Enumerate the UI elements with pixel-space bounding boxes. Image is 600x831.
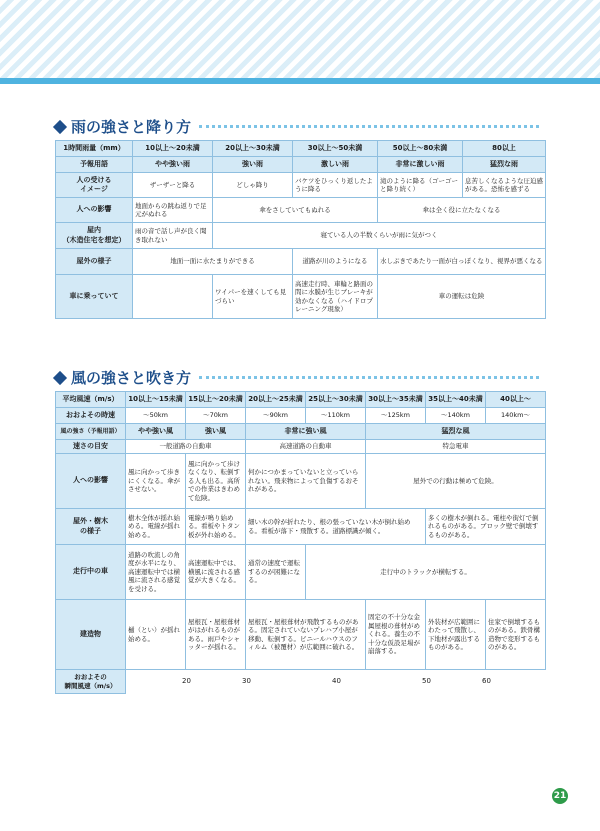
table-row (56, 223, 546, 249)
wind-people-label: 人への影響 (56, 454, 126, 509)
wind-header-cell: 15以上～20未満 (186, 392, 246, 408)
table-row (56, 600, 546, 670)
wind-term-cell: 猛烈な風 (366, 424, 546, 440)
table-cell: 水しぶきであたり一面が白っぽくなり、視界が悪くなる (378, 249, 546, 275)
table-cell: 一般道路の自動車 (126, 440, 246, 454)
table-cell: 傘は全く役に立たなくなる (378, 198, 546, 223)
table-cell: 樋（とい）が揺れ始める。 (126, 600, 186, 670)
rain-header-cell: 30以上～50未満 (293, 141, 378, 157)
rain-section-title (55, 116, 539, 137)
table-cell: 地面からの跳ね返りで足元がぬれる (133, 198, 213, 223)
table-row (56, 440, 546, 454)
table-row (56, 249, 546, 275)
wind-trees-label: 屋外・樹木 の様子 (56, 509, 126, 545)
table-cell: 風に向かって歩けなくなり、転倒する人も出る。高所での作業はきわめて危険。 (186, 454, 246, 509)
wind-building-label: 建造物 (56, 600, 126, 670)
wind-term-cell: やや強い風 (126, 424, 186, 440)
gust-scale (126, 670, 546, 694)
table-cell: ザーザーと降る (133, 173, 213, 198)
wind-terms-label: 風の強さ（予報用語） (56, 424, 126, 440)
table-cell: ～140km (426, 408, 486, 424)
rain-outdoor-label: 屋外の様子 (56, 249, 133, 275)
wind-speed-label: おおよその時速 (56, 408, 126, 424)
rain-header-cell: 50以上～80未満 (378, 141, 463, 157)
table-cell: 走行中のトラックが横転する。 (306, 545, 546, 600)
rain-indoor-label: 屋内 （木造住宅を想定） (56, 223, 133, 249)
table-cell: 外装材が広範囲にわたって飛散し、下地材が露出するものがある。 (426, 600, 486, 670)
gust-tick: 40 (332, 677, 341, 685)
wind-table (55, 391, 546, 694)
table-cell: 車の運転は危険 (378, 275, 546, 319)
table-cell: 屋根瓦・屋根葺材が飛散するものがある。固定されていないプレハブ小屋が移動、転倒する。ビニールハウスのフィルム（被覆材）が広範囲に破れる。 (246, 600, 366, 670)
table-cell: 多くの樹木が倒れる。電柱や街灯で倒れるものがある。ブロック壁で倒壊するものがある。 (426, 509, 546, 545)
rain-term-cell: 非常に激しい雨 (378, 157, 463, 173)
table-cell: 傘をさしていてもぬれる (213, 198, 378, 223)
wind-term-cell: 非常に強い風 (246, 424, 366, 440)
table-cell: ワイパーを速くしても見づらい (213, 275, 293, 319)
gust-tick: 60 (482, 677, 491, 685)
dotted-rule (199, 376, 539, 379)
rain-terms-label: 予報用語 (56, 157, 133, 173)
rain-header-cell: 80以上 (463, 141, 546, 157)
table-row (56, 157, 546, 173)
table-cell: 高速走行時、車輪と路面の間に水膜が生じブレーキが効かなくなる（ハイドロプレーニング現象） (293, 275, 378, 319)
wind-header-cell: 25以上～30未満 (306, 392, 366, 408)
table-cell: ～125km (366, 408, 426, 424)
rain-people-label: 人への影響 (56, 198, 133, 223)
page-number-badge: 21 (552, 788, 568, 804)
table-row (56, 198, 546, 223)
wind-header-cell: 35以上～40未満 (426, 392, 486, 408)
table-row (56, 424, 546, 440)
header-pattern (0, 0, 600, 78)
table-cell: 樹木全体が揺れ始める。電線が揺れ始める。 (126, 509, 186, 545)
table-cell: 通常の速度で運転するのが困難になる。 (246, 545, 306, 600)
table-cell: どしゃ降り (213, 173, 293, 198)
table-row (56, 275, 546, 319)
diamond-icon (53, 370, 67, 384)
wind-title-text: 風の強さと吹き方 (71, 369, 192, 387)
rain-table (55, 140, 546, 319)
table-cell: 道路が川のようになる (293, 249, 378, 275)
table-cell (133, 275, 213, 319)
wind-gust-label: おおよその 瞬間風速（m/s） (56, 670, 126, 694)
table-cell: 息苦しくなるような圧迫感がある。恐怖を感ずる (463, 173, 546, 198)
table-cell: 雨の音で話し声が良く聞き取れない (133, 223, 213, 249)
table-cell: 寝ている人の半数くらいが雨に気がつく (213, 223, 546, 249)
table-cell: 高速運転中では、横風に流される感覚が大きくなる。 (186, 545, 246, 600)
wind-driving-label: 走行中の車 (56, 545, 126, 600)
table-cell: 細い木の幹が折れたり、根の張っていない木が倒れ始める。看板が落下・飛散する。道路標識が傾く。 (246, 509, 426, 545)
table-cell: 道路の吹流しの角度が水平になり、高速運転中では横風に流される感覚を受ける。 (126, 545, 186, 600)
table-row (56, 408, 546, 424)
table-cell: 固定の不十分な金属屋根の葺材がめくれる。養生の不十分な仮設足場が崩落する。 (366, 600, 426, 670)
table-row (56, 509, 546, 545)
gust-tick: 20 (182, 677, 191, 685)
table-cell: 高速道路の自動車 (246, 440, 366, 454)
dotted-rule (199, 125, 539, 128)
table-cell: 風に向かって歩きにくくなる。傘がさせない。 (126, 454, 186, 509)
gust-tick: 30 (242, 677, 251, 685)
header-bar (0, 78, 600, 84)
table-row (56, 545, 546, 600)
table-cell: 屋根瓦・屋根葺材がはがれるものがある。雨戸やシャッターが揺れる。 (186, 600, 246, 670)
rain-header-cell: 10以上～20未満 (133, 141, 213, 157)
table-row (56, 670, 546, 694)
wind-header-cell: 20以上～25未満 (246, 392, 306, 408)
table-cell: ～50km (126, 408, 186, 424)
table-cell: 特急電車 (366, 440, 546, 454)
rain-term-cell: 激しい雨 (293, 157, 378, 173)
table-cell: ～70km (186, 408, 246, 424)
table-cell: 何かにつかまっていないと立っていられない。飛来物によって負傷するおそれがある。 (246, 454, 366, 509)
table-cell: 140km～ (486, 408, 546, 424)
table-cell: 地面一面に水たまりができる (133, 249, 293, 275)
table-cell: 屋外での行動は極めて危険。 (366, 454, 546, 509)
rain-header-cell: 1時間雨量（mm） (56, 141, 133, 157)
table-row (56, 173, 546, 198)
rain-term-cell: 猛烈な雨 (463, 157, 546, 173)
wind-header-cell: 40以上～ (486, 392, 546, 408)
wind-header-cell: 10以上～15未満 (126, 392, 186, 408)
table-cell: ～110km (306, 408, 366, 424)
table-cell: 住家で倒壊するものがある。鉄骨構造物で変形するものがある。 (486, 600, 546, 670)
wind-header-cell: 平均風速（m/s） (56, 392, 126, 408)
wind-section-title (55, 367, 539, 388)
rain-image-label: 人の受ける イメージ (56, 173, 133, 198)
rain-title-text: 雨の強さと降り方 (71, 118, 192, 136)
table-cell: バケツをひっくり返したように降る (293, 173, 378, 198)
table-row (56, 392, 546, 408)
gust-tick: 50 (422, 677, 431, 685)
table-cell: ～90km (246, 408, 306, 424)
wind-guide-label: 速さの目安 (56, 440, 126, 454)
rain-header-cell: 20以上～30未満 (213, 141, 293, 157)
rain-term-cell: 強い雨 (213, 157, 293, 173)
table-row (56, 141, 546, 157)
wind-header-cell: 30以上～35未満 (366, 392, 426, 408)
table-cell: 電線が鳴り始める。看板やトタン板が外れ始める。 (186, 509, 246, 545)
diamond-icon (53, 119, 67, 133)
table-row (56, 454, 546, 509)
wind-term-cell: 強い風 (186, 424, 246, 440)
rain-car-label: 車に乗っていて (56, 275, 133, 319)
table-cell: 滝のように降る（ゴーゴーと降り続く） (378, 173, 463, 198)
rain-term-cell: やや強い雨 (133, 157, 213, 173)
